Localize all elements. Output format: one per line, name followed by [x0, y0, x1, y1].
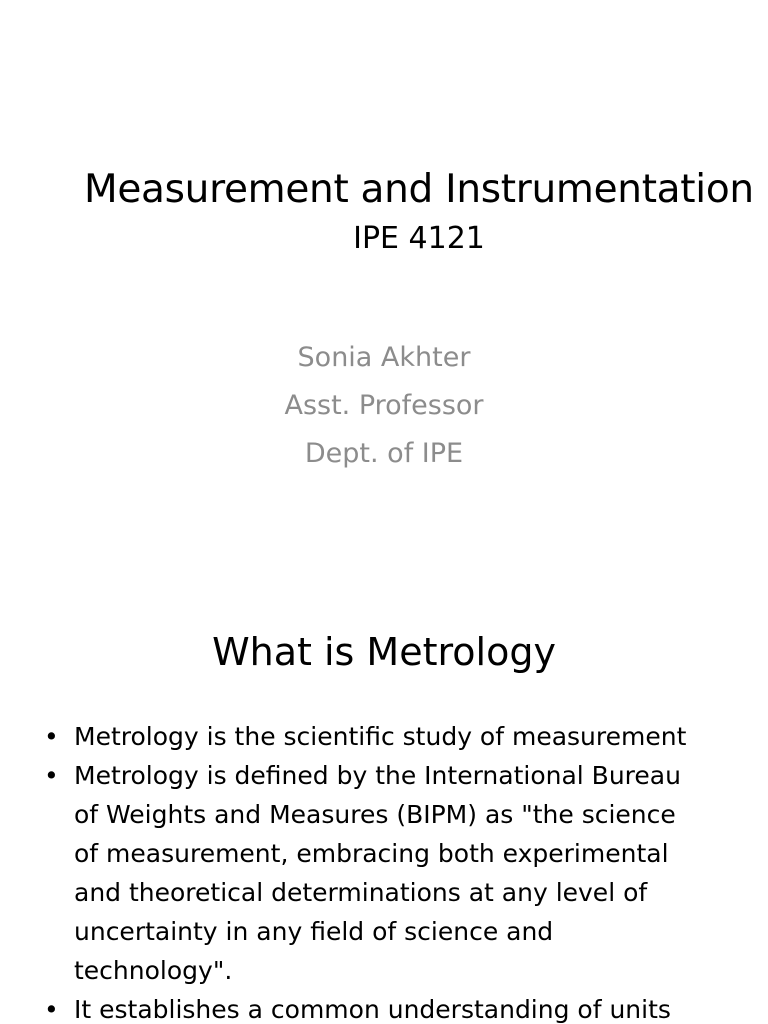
bullet-line: of Weights and Measures (BIPM) as "the science: [74, 800, 676, 829]
presenter-info: [0, 334, 768, 478]
bullet-item: [44, 717, 734, 756]
presenter-department: Dept. of IPE: [304, 438, 464, 469]
bullet-icon: •: [44, 761, 59, 790]
presenter-name: Sonia Akhter: [297, 342, 471, 373]
bullet-icon: •: [44, 722, 59, 751]
course-code: IPE 4121: [353, 221, 485, 256]
bullet-list: [44, 717, 734, 1024]
bullet-icon: •: [44, 995, 59, 1024]
bullet-line: technology".: [74, 956, 233, 985]
slide-heading: What is Metrology: [212, 630, 556, 674]
bullet-item: [44, 756, 734, 990]
slide-metrology: [0, 576, 768, 1024]
presenter-position: Asst. Professor: [284, 390, 484, 421]
bullet-line: of measurement, embracing both experimental: [74, 839, 669, 868]
bullet-line: Metrology is defined by the International Bureau: [74, 761, 681, 790]
bullet-line: and theoretical determinations at any level of: [74, 878, 648, 907]
presentation-title: Measurement and Instrumentation: [84, 167, 754, 212]
bullet-item: [44, 990, 734, 1024]
bullet-line: Metrology is the scientific study of measurement: [74, 722, 687, 751]
bullet-line: It establishes a common understanding of units: [74, 995, 671, 1024]
bullet-line: uncertainty in any field of science and: [74, 917, 554, 946]
